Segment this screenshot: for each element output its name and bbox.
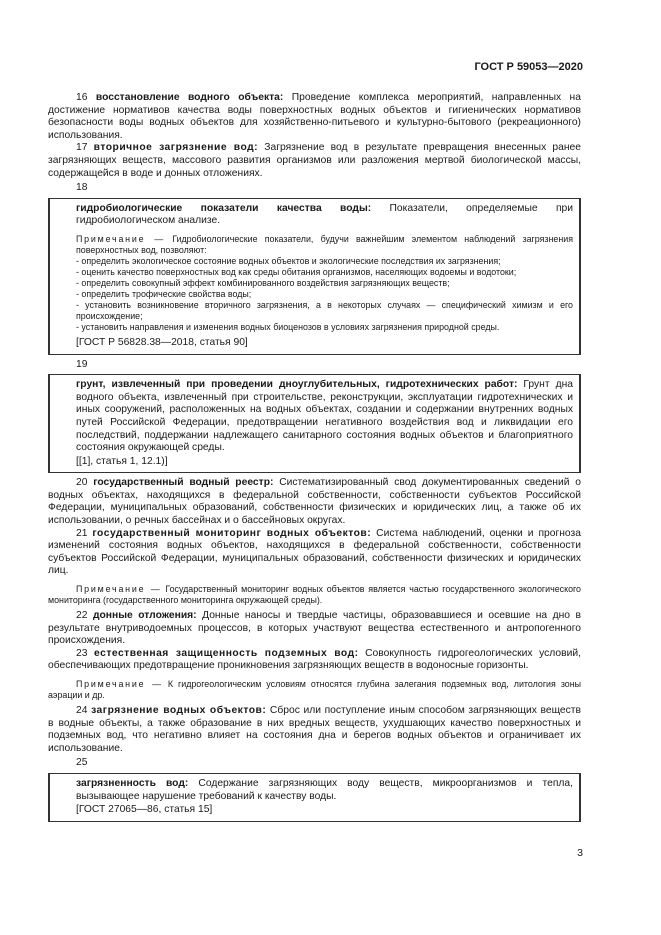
term-25 xyxy=(76,778,573,803)
note-23 xyxy=(48,679,581,701)
note-item: - установить возникновение вторичного загрязнения, а в некоторых случаях — специфический химизм и его происхождение; xyxy=(76,299,573,321)
term-number-19: 19 xyxy=(76,358,88,370)
term-number: 21 xyxy=(76,527,93,539)
term-box-19 xyxy=(48,374,581,473)
source-reference: [[1], статья 1, 12.1)] xyxy=(76,455,168,467)
term-number-25: 25 xyxy=(76,757,88,769)
term-definition: Совокупность гидрогеологических условий, обеспечивающих предотвращение проникновения загрязняющих веществ в водоносные горизонты. xyxy=(48,647,581,672)
term-number: 20 xyxy=(76,477,94,489)
term-definition: Показатели, определяемые при гидробиологическом анализе. xyxy=(76,202,573,227)
term-title: гидробиологические показатели качества воды: xyxy=(76,202,372,214)
term-16 xyxy=(48,92,581,142)
term-24 xyxy=(48,705,581,755)
term-definition: Систематизированный свод документированных сведений о водных объектах, находящихся в федеральной собственности, собственности субъектов Российской Федерации, муниципальных образований, собственности физических и юридических лиц, а также об их использовании, о речных бассейнах и о бассейновых округах. xyxy=(48,477,581,527)
term-23 xyxy=(48,648,581,673)
term-definition: Загрязнение вод в результате превращения внесенных ранее загрязняющих веществ, массового развития организмов или разложения мертвой биологической массы, содержащейся в воде и донных отложениях. xyxy=(48,142,581,179)
term-number-18: 18 xyxy=(76,182,88,194)
term-18 xyxy=(76,203,573,228)
page-number: 3 xyxy=(577,847,583,859)
term-number: 17 xyxy=(76,142,94,154)
term-definition: Грунт дна водного объекта, извлеченный при строительстве, реконструкции, эксплуатации гидротехнических и иных сооружений, расположенных на водных объектах, создании и содержании внутренних водных путей Российской Федерации, предотвращении негативного воздействия вод и ликвидации его последствий, поддержании надлежащего санитарного состояния водных объектов и благоприятного состояния окружающей среды. xyxy=(76,379,573,454)
term-number: 16 xyxy=(76,92,96,103)
note-text: К гидрогеологическим условиям относятся глубина залегания подземных вод, литология зоны аэрации и др. xyxy=(48,679,582,700)
note-label: Примечание — xyxy=(76,584,162,595)
note-item: - установить направления и изменения водных биоценозов в условиях загрязнения природной среды. xyxy=(76,321,500,332)
term-title: загрязнение водных объектов: xyxy=(91,705,267,716)
note-item: - оценить качество поверхностных вод как среды обитания организмов, населяющих водоемы и водотоки; xyxy=(76,266,517,277)
term-21 xyxy=(48,528,581,578)
term-title: вторичное загрязнение вод: xyxy=(93,142,259,154)
term-definition: Донные наносы и твердые частицы, образовавшиеся и осевшие на дно в результате внутриводоемных процессов, в которых участвуют вещества естественного и антропогенного происхождения. xyxy=(48,610,581,647)
term-definition: Система наблюдений, оценки и прогноза изменений состояния водных объектов, находящихся в федеральной собственности, собственности субъектов Российской Федерации, муниципальных образований, собственности физических и юридических лиц. xyxy=(48,527,581,577)
note-item: - определить трофические свойства воды; xyxy=(76,288,252,299)
note-text: Государственный мониторинг водных объектов является частью государственного экологического мониторинга (государственного мониторинга окружающей среды). xyxy=(48,584,581,606)
term-definition: Сброс или поступление иным способом загрязняющих веществ в водные объекты, а также образование в них вредных веществ, ухудшающих качество поверхностных и подземных вод, что негативно влияет на состояния дна и берегов водных объектов и ограничивает их использование. xyxy=(48,705,581,754)
source-reference: [ГОСТ Р 56828.38—2018, статья 90] xyxy=(76,336,248,348)
document-body xyxy=(48,92,581,826)
term-number: 22 xyxy=(76,610,93,622)
term-number: 24 xyxy=(76,705,92,716)
term-19 xyxy=(76,379,573,455)
note-21 xyxy=(48,584,581,606)
source-reference: [ГОСТ 27065—86, статья 15] xyxy=(76,804,213,816)
term-20 xyxy=(48,477,581,527)
term-title: государственный водный реестр: xyxy=(93,477,274,489)
note-label: Примечание — xyxy=(76,233,166,244)
term-title: восстановление водного объекта: xyxy=(95,92,284,103)
term-box-25 xyxy=(48,773,581,822)
note-item: - определить совокупный эффект комбинированного воздействия загрязняющих веществ; xyxy=(76,277,450,288)
term-definition: Содержание загрязняющих воду веществ, микроорганизмов и тепла, вызывающее нарушение требований к качеству воды. xyxy=(76,777,574,802)
term-22 xyxy=(48,610,581,648)
term-17 xyxy=(48,142,581,180)
term-definition: Проведение комплекса мероприятий, направленных на достижение нормативов качества воды поверхностных водных объектов и гигиенических нормативов безопасности воды водных объектов для хозяйственно-питьевого и культурно-бытового (рекреационного) использования. xyxy=(48,92,581,141)
note-item: - определить экологическое состояние водных объектов и экологические последствия их загрязнения; xyxy=(76,255,501,266)
term-title: государственный мониторинг водных объектов: xyxy=(92,527,372,539)
term-box-18 xyxy=(48,198,581,355)
note-label: Примечание — xyxy=(76,679,163,689)
term-title: донные отложения: xyxy=(92,610,197,622)
document-code: ГОСТ Р 59053—2020 xyxy=(474,61,583,73)
note-18 xyxy=(76,234,573,256)
term-title: грунт, извлеченный при проведении дноуглубительных, гидротехнических работ: xyxy=(76,379,518,391)
term-number: 23 xyxy=(76,647,94,659)
note-text: Гидробиологические показатели, будучи важнейшим элементом наблюдений загрязнения поверхностных вод, позволяют: xyxy=(76,233,573,255)
term-title: естественная защищенность подземных вод: xyxy=(94,647,359,659)
term-title: загрязненность вод: xyxy=(76,777,189,789)
